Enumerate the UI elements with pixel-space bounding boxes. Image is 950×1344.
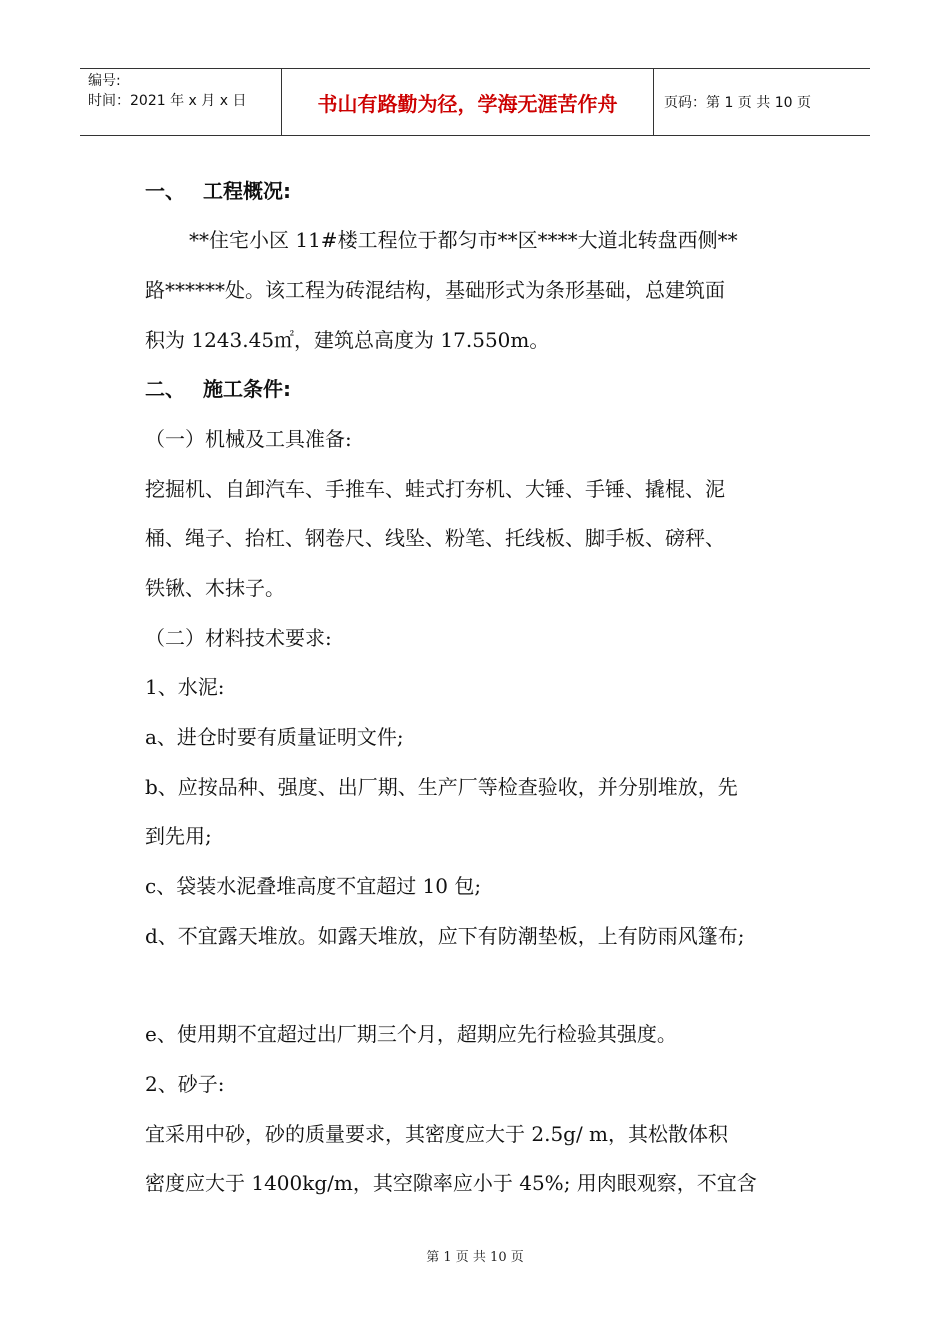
list-item: e、使用期不宜超过出厂期三个月，超期应先行检验其强度。 (145, 1022, 677, 1046)
paragraph-line: 铁锹、木抹子。 (145, 576, 285, 600)
paragraph-line: 路******处。该工程为砖混结构，基础形式为条形基础，总建筑面 (145, 278, 725, 302)
list-item: a、进仓时要有质量证明文件; (145, 725, 404, 749)
section-heading-conditions (145, 373, 291, 402)
header-page-info: 页码：第 1 页 共 10 页 (664, 95, 811, 111)
paragraph-line: 密度应大于 1400kg/m，其空隙率应小于 45%; 用肉眼观察，不宜含 (145, 1171, 757, 1195)
subsection-title: （二）材料技术要求: (145, 626, 332, 650)
section-title: 工程概况: (203, 179, 291, 203)
item-title: 2、砂子: (145, 1072, 225, 1096)
date-label: 时间：2021 年 x 月 x 日 (88, 93, 247, 109)
header-meta (80, 69, 282, 135)
paragraph-line: 积为 1243.45㎡，建筑总高度为 17.550m。 (145, 328, 550, 352)
list-item: d、不宜露天堆放。如露天堆放，应下有防潮垫板，上有防雨风篷布; (145, 924, 745, 948)
list-item-continued: 到先用; (145, 824, 212, 848)
section-number: 二、 (145, 377, 185, 401)
header-motto: 书山有路勤为径，学海无涯苦作舟 (282, 69, 654, 135)
list-item: b、应按品种、强度、出厂期、生产厂等检查验收，并分别堆放，先 (145, 775, 738, 799)
paragraph-line: 挖掘机、自卸汽车、手推车、蛙式打夯机、大锤、手锤、撬棍、泥 (145, 477, 725, 501)
page-footer: 第 1 页 共 10 页 (426, 1250, 524, 1265)
section-number: 一、 (145, 179, 185, 203)
number-label: 编号: (88, 73, 121, 89)
section-title: 施工条件: (203, 377, 291, 401)
item-title: 1、水泥: (145, 675, 225, 699)
paragraph-line: **住宅小区 11#楼工程位于都匀市**区****大道北转盘西侧** (189, 228, 738, 252)
paragraph-line: 宜采用中砂，砂的质量要求，其密度应大于 2.5g/ m，其松散体积 (145, 1122, 729, 1146)
list-item: c、袋装水泥叠堆高度不宜超过 10 包; (145, 874, 482, 898)
paragraph-line: 桶、绳子、抬杠、钢卷尺、线坠、粉笔、托线板、脚手板、磅秤、 (145, 526, 725, 550)
section-heading-overview (145, 175, 291, 204)
document-header (80, 68, 870, 136)
subsection-title: （一）机械及工具准备: (145, 427, 352, 451)
